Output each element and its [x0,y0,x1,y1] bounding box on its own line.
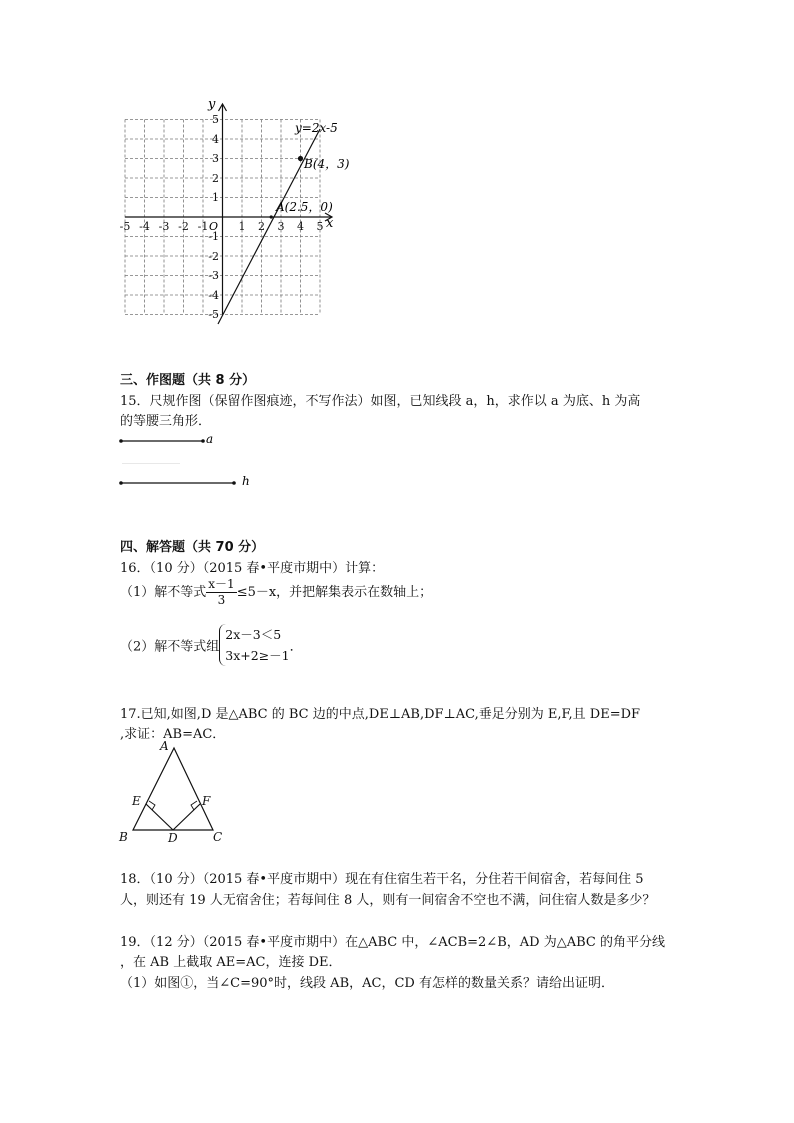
x-tick-labels [120,220,324,233]
q16-fraction-den: 3 [217,593,226,607]
q18-line2: 人，则还有 19 人无宿舍住；若每间住 8 人，则有一间宿舍不空也不满，问住宿人数是多少？ [120,893,656,908]
segment-h-label: h [242,474,250,488]
point-b-label: B(4，3) [304,157,350,171]
inequality-1: 2x－3＜5 [225,627,282,642]
y-tick: -2 [208,250,219,263]
right-angle-f [191,801,197,810]
x-tick: -5 [119,220,131,233]
y-tick: 5 [212,113,219,126]
y-tick: -5 [208,308,219,321]
point-b-dot [298,156,303,161]
q17-line1: 17.已知,如图,D 是△ABC 的 BC 边的中点,DE⊥AB,DF⊥AC,垂足分别为 E,F,且 DE=DF [120,707,641,722]
tri-label-d: D [168,831,178,845]
q15-line2: 的等腰三角形． [120,414,212,429]
segment-a [115,430,225,450]
x-tick: 1 [238,220,246,233]
line-label: y=2x-5 [295,121,338,135]
section3-title: 三、作图题（共 8 分） [120,373,256,388]
y-tick: 1 [212,191,219,204]
tri-label-e: E [132,794,141,808]
inequality-system [219,624,289,666]
triangle-figure [112,738,232,846]
y-tick: 4 [212,133,219,146]
x-tick: 2 [258,220,265,233]
q16-part1-suffix: ≤5－x，并把解集表示在数轴上； [236,585,433,600]
q16-fraction-num: x－1 [208,577,235,591]
q16-part2-suffix: ． [289,639,303,655]
section4-title: 四、解答题（共 70 分） [120,540,265,555]
q19-line2: ，在 AB 上截取 AE=AC，连接 DE． [120,955,342,970]
tri-label-b: B [119,830,128,844]
q16-fraction [206,577,236,608]
tri-label-c: C [213,830,223,844]
x-tick: 3 [277,220,285,233]
x-tick: 5 [316,220,324,233]
y-tick: 3 [212,152,219,165]
segment-de [146,804,173,830]
q16-part1 [120,577,432,608]
q16-part1-prefix: （1）解不等式 [120,585,207,600]
q16-part2 [120,624,303,666]
x-tick: -4 [139,220,150,233]
q19-line1: 19．（12 分）（2015 春•平度市期中）在△ABC 中，∠ACB=2∠B，AD 为△ABC 的角平分线 [120,935,665,950]
x-axis-label: x [326,216,334,231]
right-angle-e [149,801,155,810]
triangle-abc [133,748,213,830]
y-axis-label: y [208,97,216,112]
y-tick: -4 [208,289,219,302]
y-tick: -1 [208,230,219,243]
tri-label-a: A [160,739,169,753]
origin-label: O [209,220,219,233]
q16-head: 16．（10 分）（2015 春•平度市期中）计算： [120,561,385,576]
point-a-dot [270,215,273,218]
q17-line2: ,求证：AB=AC． [120,727,226,742]
segment-h [115,472,255,492]
y-tick: -3 [208,269,219,282]
x-tick: -3 [158,220,170,233]
faint-rule [122,463,180,464]
q16-part2-prefix: （2）解不等式组 [120,639,220,655]
point-a-label: A(2.5，0) [276,200,333,214]
x-tick: 4 [297,220,304,233]
q18-line1: 18．（10 分）（2015 春•平度市期中）现在有住宿生若干名，分住若干间宿舍，若每间住 5 [120,872,644,887]
tri-label-f: F [202,794,211,808]
segment-df [173,804,200,830]
coordinate-graph [110,92,360,327]
y-tick: 2 [212,172,219,185]
x-tick: -2 [178,220,189,233]
inequality-2: 3x+2≥－1 [225,648,290,663]
q19-line3: （1）如图①，当∠C=90°时，线段 AB，AC，CD 有怎样的数量关系？请给出证明． [120,976,614,991]
segment-a-label: a [206,432,214,446]
q15-line1: 15．尺规作图（保留作图痕迹，不写作法）如图，已知线段 a，h，求作以 a 为底、h 为高 [120,394,641,409]
x-tick: -1 [197,220,209,233]
